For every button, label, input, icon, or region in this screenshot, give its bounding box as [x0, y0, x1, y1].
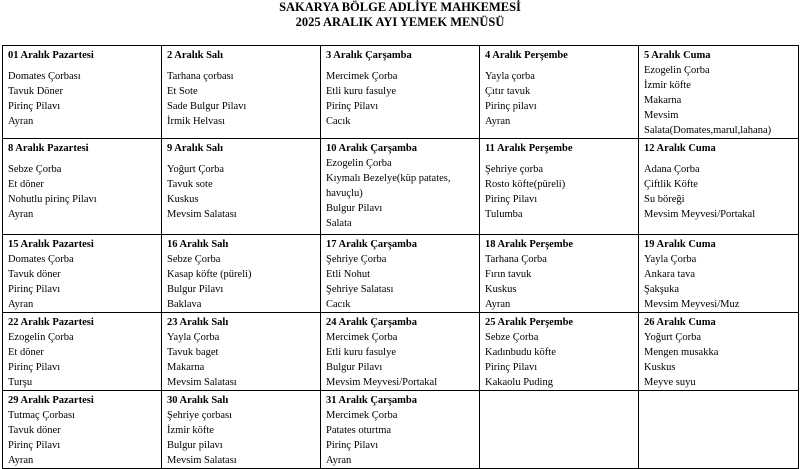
menu-item: Ayran: [8, 116, 34, 127]
menu-item: Ayran: [8, 455, 34, 466]
menu-item: Kasap köfte (püreli): [167, 269, 252, 280]
menu-item: Turşu: [8, 377, 33, 388]
day-heading: 9 Aralık Salı: [167, 143, 224, 154]
day-cell: [639, 139, 799, 235]
day-heading: 17 Aralık Çarşamba: [326, 239, 418, 250]
menu-item: Et Sote: [167, 86, 198, 97]
empty-cell: [639, 391, 799, 469]
menu-item: Mevsim Salata(Domates,marul,lahana): [644, 110, 772, 136]
menu-item: Mevsim Salatası: [167, 209, 237, 220]
menu-item: Çıtır tavuk: [485, 86, 531, 97]
day-heading: 12 Aralık Cuma: [644, 143, 716, 154]
day-cell: [480, 313, 639, 391]
menu-item: Pirinç Pilavı: [485, 194, 538, 205]
menu-item: Ayran: [326, 455, 352, 466]
week-row: [3, 391, 799, 469]
menu-item: Ankara tava: [644, 269, 696, 280]
menu-item: Ayran: [8, 299, 34, 310]
day-heading: 18 Aralık Perşembe: [485, 239, 574, 250]
menu-item: Mevsim Meyvesi/Portakal: [644, 209, 756, 220]
menu-item: Ayran: [8, 209, 34, 220]
day-heading: 11 Aralık Perşembe: [485, 143, 573, 154]
menu-item: Mevsim Salatası: [167, 377, 237, 388]
menu-item: Ezogelin Çorba: [326, 158, 392, 169]
menu-item: Tarhana çorbası: [167, 71, 234, 82]
menu-item: İrmik Helvası: [167, 116, 226, 127]
day-heading: 8 Aralık Pazartesi: [8, 143, 89, 154]
menu-item: Tavuk döner: [8, 269, 61, 280]
menu-item: Patates oturtma: [326, 425, 392, 436]
menu-item: Şehriye çorbası: [167, 410, 233, 421]
day-cell: [3, 313, 162, 391]
menu-item: Et döner: [8, 347, 44, 358]
menu-item: Adana Çorba: [644, 164, 700, 175]
menu-item: Pirinç Pilavı: [8, 362, 61, 373]
menu-item: Cacık: [326, 299, 351, 310]
menu-item: Kıymalı Bezelye(küp patates, havuçlu): [326, 173, 451, 199]
day-cell: [162, 139, 321, 235]
menu-item: Ezogelin Çorba: [8, 332, 74, 343]
menu-item: Salata: [326, 218, 352, 229]
menu-item: Makarna: [167, 362, 205, 373]
menu-item: Sebze Çorba: [485, 332, 539, 343]
day-heading: 22 Aralık Pazartesi: [8, 317, 94, 328]
court-title: SAKARYA BÖLGE ADLİYE MAHKEMESİ: [279, 0, 521, 14]
day-cell: [321, 391, 480, 469]
menu-item: Rosto köfte(püreli): [485, 179, 566, 190]
menu-item: Pirinç pilavı: [485, 101, 537, 112]
day-heading: 10 Aralık Çarşamba: [326, 143, 418, 154]
day-heading: 24 Aralık Çarşamba: [326, 317, 418, 328]
week-row: [3, 46, 799, 139]
menu-item: Pirinç Pilavı: [326, 440, 379, 451]
day-cell: [480, 235, 639, 313]
menu-item: Mengen musakka: [644, 347, 719, 358]
menu-item: Tulumba: [485, 209, 523, 220]
menu-item: Kuskus: [644, 362, 676, 373]
day-heading: 2 Aralık Salı: [167, 50, 224, 61]
day-heading: 19 Aralık Cuma: [644, 239, 716, 250]
menu-item: Yayla çorba: [485, 71, 535, 82]
day-heading: 3 Aralık Çarşamba: [326, 50, 412, 61]
menu-title: 2025 ARALIK AYI YEMEK MENÜSÜ: [295, 15, 505, 29]
day-heading: 16 Aralık Salı: [167, 239, 229, 250]
menu-item: Kuskus: [485, 284, 517, 295]
day-cell: [321, 139, 480, 235]
menu-item: Yoğurt Çorba: [167, 164, 224, 175]
day-heading: 29 Aralık Pazartesi: [8, 395, 94, 406]
day-heading: 01 Aralık Pazartesi: [8, 50, 94, 61]
menu-item: Meyve suyu: [644, 377, 696, 388]
menu-item: Pirinç Pilavı: [485, 362, 538, 373]
menu-item: Et döner: [8, 179, 44, 190]
empty-cell: [480, 391, 639, 469]
day-cell: [321, 313, 480, 391]
day-cell: [3, 235, 162, 313]
menu-item: Pirinç Pilavı: [326, 101, 379, 112]
menu-item: Sade Bulgur Pilavı: [167, 101, 247, 112]
menu-item: Tarhana Çorba: [485, 254, 547, 265]
day-cell: [321, 46, 480, 139]
menu-item: Baklava: [167, 299, 202, 310]
day-cell: [3, 391, 162, 469]
menu-item: Mevsim Meyvesi/Muz: [644, 299, 740, 310]
day-cell: [162, 391, 321, 469]
menu-item: Ezogelin Çorba: [644, 65, 710, 76]
day-cell: [3, 139, 162, 235]
menu-item: Mevsim Salatası: [167, 455, 237, 466]
menu-item: Kuskus: [167, 194, 199, 205]
day-cell: [480, 139, 639, 235]
menu-item: Çiftlik Köfte: [644, 179, 698, 190]
menu-item: Mercimek Çorba: [326, 332, 398, 343]
day-heading: 25 Aralık Perşembe: [485, 317, 574, 328]
menu-item: Etli kuru fasulye: [326, 86, 396, 97]
menu-item: Pirinç Pilavı: [8, 440, 61, 451]
menu-item: Makarna: [644, 95, 682, 106]
menu-item: Şehriye Salatası: [326, 284, 394, 295]
menu-item: Mercimek Çorba: [326, 71, 398, 82]
menu-item: Cacık: [326, 116, 351, 127]
day-cell: [3, 46, 162, 139]
menu-item: Yayla Çorba: [167, 332, 220, 343]
day-cell: [639, 235, 799, 313]
menu-table-body: [3, 46, 799, 469]
menu-item: Şehriye Çorba: [326, 254, 387, 265]
menu-item: Bulgur Pilavı: [167, 284, 224, 295]
menu-item: Ayran: [485, 299, 511, 310]
day-cell: [162, 46, 321, 139]
day-cell: [162, 235, 321, 313]
day-heading: 26 Aralık Cuma: [644, 317, 716, 328]
day-cell: [639, 313, 799, 391]
menu-item: Tutmaç Çorbası: [8, 410, 75, 421]
menu-item: Tavuk sote: [167, 179, 213, 190]
menu-item: Domates Çorbası: [8, 71, 81, 82]
menu-item: Sebze Çorba: [8, 164, 62, 175]
menu-item: Fırın tavuk: [485, 269, 532, 280]
menu-table: [2, 45, 799, 469]
day-heading: 4 Aralık Perşembe: [485, 50, 568, 61]
week-row: [3, 313, 799, 391]
menu-item: Tavuk baget: [167, 347, 219, 358]
menu-item: Ayran: [485, 116, 511, 127]
day-cell: [321, 235, 480, 313]
menu-item: İzmir köfte: [167, 425, 214, 436]
day-cell: [639, 46, 799, 139]
menu-item: Mercimek Çorba: [326, 410, 398, 421]
day-heading: 31 Aralık Çarşamba: [326, 395, 418, 406]
menu-item: Şakşuka: [644, 284, 679, 295]
menu-item: Su böreği: [644, 194, 685, 205]
day-cell: [480, 46, 639, 139]
menu-item: Nohutlu pirinç Pilavı: [8, 194, 97, 205]
document-header: [0, 0, 800, 34]
menu-item: Mevsim Meyvesi/Portakal: [326, 377, 438, 388]
menu-item: Sebze Çorba: [167, 254, 221, 265]
menu-item: Bulgur Pilavı: [326, 362, 383, 373]
day-heading: 15 Aralık Pazartesi: [8, 239, 94, 250]
week-row: [3, 235, 799, 313]
menu-item: Domates Çorba: [8, 254, 74, 265]
menu-item: Pirinç Pilavı: [8, 101, 61, 112]
day-heading: 30 Aralık Salı: [167, 395, 229, 406]
menu-item: Yoğurt Çorba: [644, 332, 701, 343]
day-heading: 23 Aralık Salı: [167, 317, 229, 328]
menu-item: Yayla Çorba: [644, 254, 697, 265]
menu-item: Şehriye çorba: [485, 164, 544, 175]
menu-item: Etli Nohut: [326, 269, 371, 280]
week-row: [3, 139, 799, 235]
menu-item: Tavuk döner: [8, 425, 61, 436]
day-heading: 5 Aralık Cuma: [644, 50, 711, 61]
menu-item: Etli kuru fasulye: [326, 347, 396, 358]
menu-item: Bulgur pilavı: [167, 440, 223, 451]
menu-item: Kakaolu Puding: [485, 377, 553, 388]
day-cell: [162, 313, 321, 391]
menu-item: Pirinç Pilavı: [8, 284, 61, 295]
menu-item: Bulgur Pilavı: [326, 203, 383, 214]
menu-item: Kadınbudu köfte: [485, 347, 556, 358]
menu-item: Tavuk Döner: [8, 86, 63, 97]
menu-item: İzmir köfte: [644, 80, 691, 91]
